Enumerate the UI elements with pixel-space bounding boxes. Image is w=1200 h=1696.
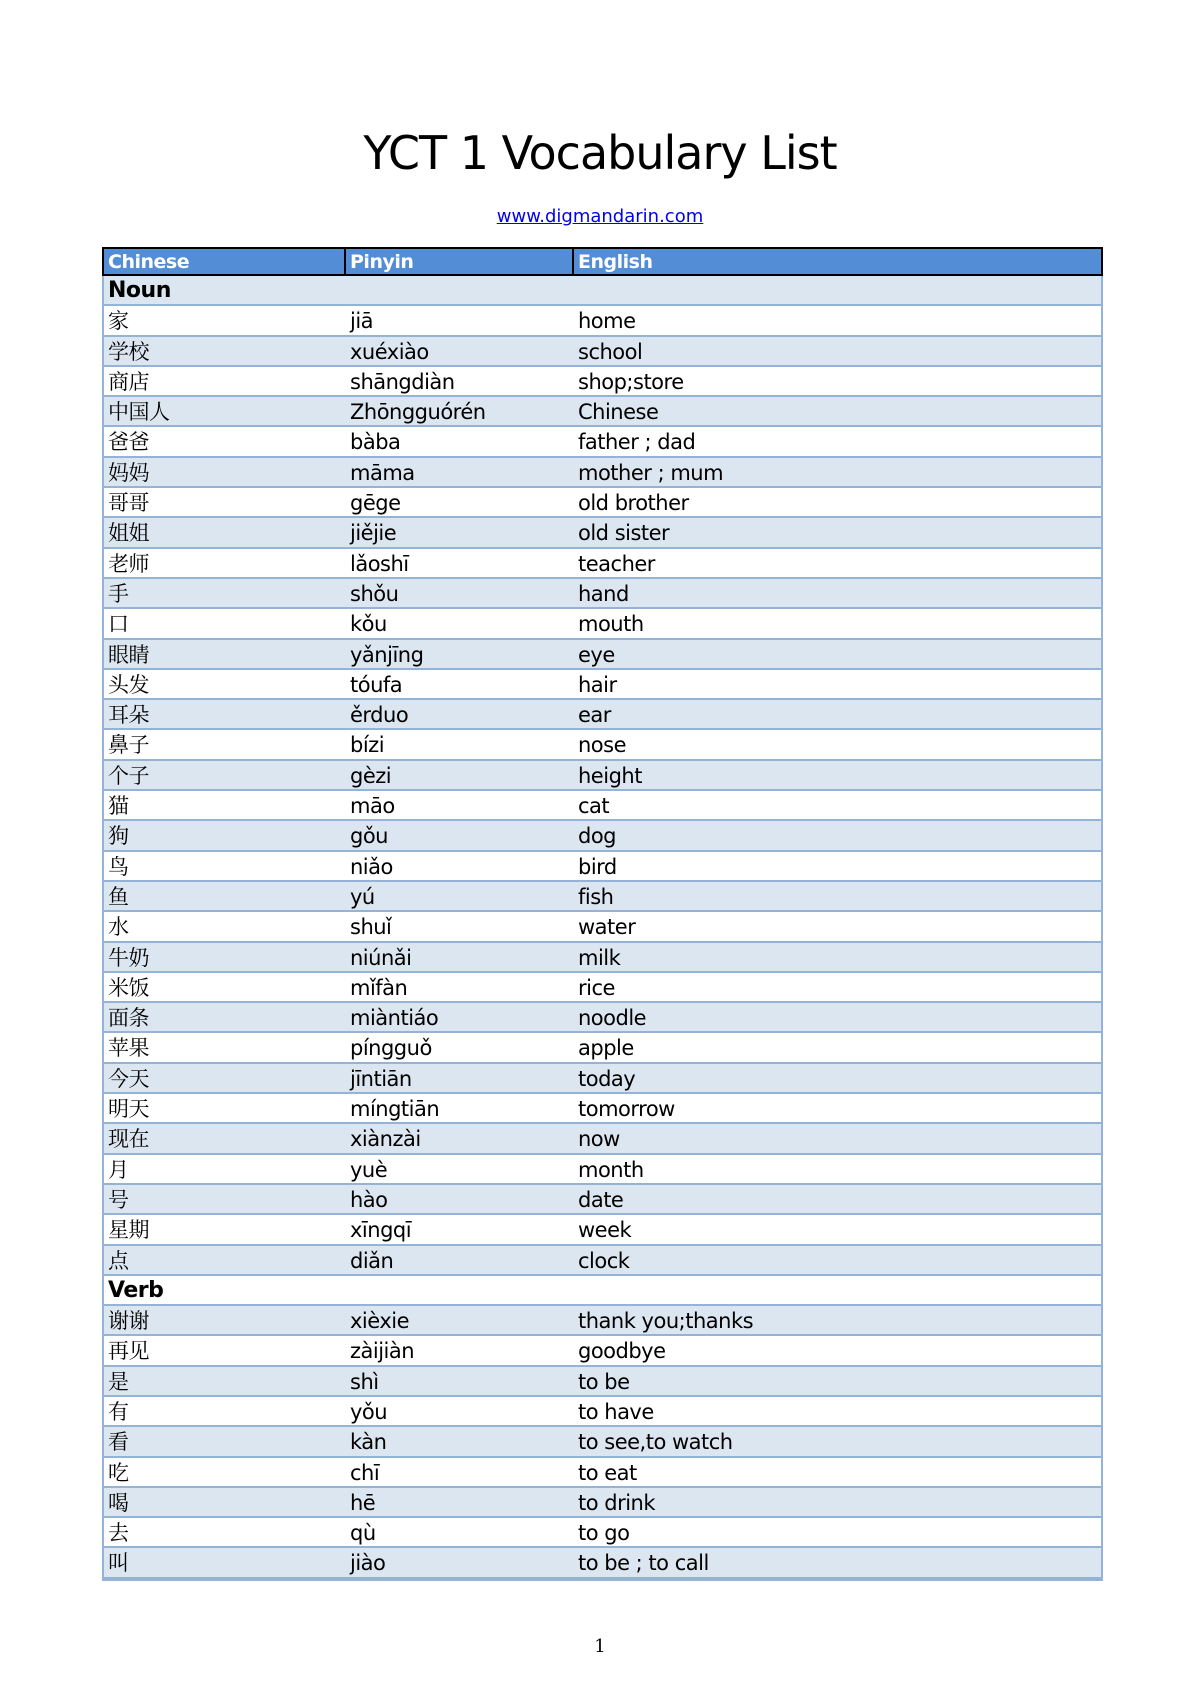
cell-pinyin: māma xyxy=(350,460,415,485)
header-pinyin: Pinyin xyxy=(346,249,574,274)
cell-pinyin: niúnǎi xyxy=(350,945,412,970)
cell-chinese: 商店 xyxy=(108,369,149,394)
cell-chinese: 水 xyxy=(108,915,129,940)
table-row xyxy=(104,549,1101,579)
cell-pinyin: jiā xyxy=(350,309,374,334)
cell-chinese: 谢谢 xyxy=(108,1309,149,1334)
cell-pinyin: niǎo xyxy=(350,854,393,879)
cell-chinese: 星期 xyxy=(108,1218,149,1243)
table-row xyxy=(104,518,1101,548)
table-row xyxy=(104,730,1101,760)
cell-english: milk xyxy=(578,945,621,970)
cell-chinese: 再见 xyxy=(108,1339,149,1364)
table-row xyxy=(104,943,1101,973)
cell-chinese: 猫 xyxy=(108,794,129,819)
cell-pinyin: jiějie xyxy=(350,521,397,546)
cell-english: eye xyxy=(578,642,615,667)
cell-chinese: 叫 xyxy=(108,1551,129,1576)
table-header-row xyxy=(102,247,1103,276)
cell-pinyin: zàijiàn xyxy=(350,1339,415,1364)
cell-english: father ; dad xyxy=(578,430,696,455)
document-title: YCT 1 Vocabulary List xyxy=(363,126,837,180)
cell-english: bird xyxy=(578,854,617,879)
cell-english: height xyxy=(578,763,642,788)
table-row xyxy=(104,427,1101,457)
header-english: English xyxy=(578,251,653,273)
cell-chinese: 鼻子 xyxy=(108,733,149,758)
cell-chinese: 爸爸 xyxy=(108,430,149,455)
cell-english: fish xyxy=(578,884,614,909)
cell-chinese: 哥哥 xyxy=(108,491,149,516)
cell-pinyin: shāngdiàn xyxy=(350,369,455,394)
cell-chinese: 看 xyxy=(108,1430,129,1455)
cell-pinyin: miàntiáo xyxy=(350,1006,439,1031)
cell-english: thank you;thanks xyxy=(578,1309,754,1334)
cell-chinese: 面条 xyxy=(108,1006,149,1031)
cell-chinese: 苹果 xyxy=(108,1036,149,1061)
cell-pinyin: ěrduo xyxy=(350,703,409,728)
cell-english: ear xyxy=(578,703,611,728)
table-row xyxy=(104,1458,1101,1488)
cell-pinyin: Zhōngguórén xyxy=(350,400,486,425)
cell-english: rice xyxy=(578,975,615,1000)
cell-chinese: 耳朵 xyxy=(108,703,149,728)
table-row xyxy=(104,1033,1101,1063)
cell-english: noodle xyxy=(578,1006,647,1031)
cell-english: mother ; mum xyxy=(578,460,724,485)
table-row xyxy=(104,1003,1101,1033)
cell-english: clock xyxy=(578,1248,630,1273)
page-number: 1 xyxy=(594,1636,606,1657)
table-row xyxy=(104,337,1101,367)
cell-english: to be xyxy=(578,1369,630,1394)
cell-chinese: 是 xyxy=(108,1369,129,1394)
cell-pinyin: mǐfàn xyxy=(350,975,408,1000)
cell-chinese: 妈妈 xyxy=(108,460,149,485)
table-row xyxy=(104,640,1101,670)
cell-pinyin: yú xyxy=(350,884,375,909)
table-row xyxy=(104,912,1101,942)
cell-english: school xyxy=(578,339,643,364)
table-row xyxy=(104,458,1101,488)
table-row xyxy=(104,1185,1101,1215)
table-row xyxy=(104,1518,1101,1548)
cell-english: to go xyxy=(578,1521,630,1546)
cell-chinese: 喝 xyxy=(108,1490,129,1515)
cell-pinyin: xiànzài xyxy=(350,1127,421,1152)
cell-pinyin: shǒu xyxy=(350,581,399,606)
cell-chinese: 明天 xyxy=(108,1097,149,1122)
cell-english: date xyxy=(578,1187,624,1212)
cell-pinyin: yǒu xyxy=(350,1399,388,1424)
table-row xyxy=(104,882,1101,912)
section-label: Verb xyxy=(108,1277,164,1303)
cell-chinese: 学校 xyxy=(108,339,149,364)
cell-pinyin: kǒu xyxy=(350,612,387,637)
cell-english: hand xyxy=(578,581,629,606)
cell-pinyin: māo xyxy=(350,794,395,819)
table-row xyxy=(104,1306,1101,1336)
table-row xyxy=(104,306,1101,336)
cell-pinyin: xuéxiào xyxy=(350,339,429,364)
cell-chinese: 鸟 xyxy=(108,854,129,879)
website-link[interactable]: www.digmandarin.com xyxy=(496,206,704,227)
table-row xyxy=(104,397,1101,427)
table-row xyxy=(104,1548,1101,1578)
cell-english: to be ; to call xyxy=(578,1551,709,1576)
cell-chinese: 现在 xyxy=(108,1127,149,1152)
table-row xyxy=(104,1246,1101,1276)
cell-english: to eat xyxy=(578,1460,637,1485)
cell-pinyin: chī xyxy=(350,1460,380,1485)
cell-english: to see,to watch xyxy=(578,1430,733,1455)
table-row xyxy=(104,1488,1101,1518)
table-row xyxy=(104,488,1101,518)
cell-pinyin: hào xyxy=(350,1187,388,1212)
cell-chinese: 头发 xyxy=(108,672,149,697)
cell-chinese: 鱼 xyxy=(108,884,129,909)
cell-chinese: 手 xyxy=(108,581,129,606)
table-row xyxy=(104,821,1101,851)
cell-pinyin: qù xyxy=(350,1521,376,1546)
cell-pinyin: xīngqī xyxy=(350,1218,412,1243)
header-chinese: Chinese xyxy=(104,249,346,274)
cell-pinyin: shì xyxy=(350,1369,379,1394)
cell-chinese: 个子 xyxy=(108,763,149,788)
cell-chinese: 月 xyxy=(108,1157,129,1182)
cell-chinese: 牛奶 xyxy=(108,945,149,970)
table-row xyxy=(104,1124,1101,1154)
cell-pinyin: bízi xyxy=(350,733,385,758)
cell-english: to drink xyxy=(578,1490,656,1515)
cell-chinese: 中国人 xyxy=(108,400,170,425)
cell-english: teacher xyxy=(578,551,655,576)
cell-pinyin: míngtiān xyxy=(350,1097,440,1122)
cell-chinese: 号 xyxy=(108,1187,129,1212)
table-row xyxy=(104,670,1101,700)
cell-english: month xyxy=(578,1157,644,1182)
section-row-verb xyxy=(104,1276,1101,1306)
table-row xyxy=(104,579,1101,609)
cell-english: cat xyxy=(578,794,610,819)
section-label: Noun xyxy=(108,278,171,303)
cell-english: now xyxy=(578,1127,620,1152)
cell-pinyin: kàn xyxy=(350,1430,387,1455)
cell-chinese: 口 xyxy=(108,612,129,637)
table-row xyxy=(104,1155,1101,1185)
cell-pinyin: diǎn xyxy=(350,1248,394,1273)
table-row xyxy=(104,1215,1101,1245)
cell-pinyin: hē xyxy=(350,1490,376,1515)
cell-english: water xyxy=(578,915,636,940)
table-row xyxy=(104,791,1101,821)
cell-pinyin: gǒu xyxy=(350,824,388,849)
cell-english: today xyxy=(578,1066,636,1091)
cell-pinyin: tóufa xyxy=(350,672,403,697)
table-row xyxy=(104,1367,1101,1397)
cell-pinyin: shuǐ xyxy=(350,915,392,940)
cell-chinese: 家 xyxy=(108,309,129,334)
table-row xyxy=(104,609,1101,639)
cell-english: goodbye xyxy=(578,1339,666,1364)
cell-pinyin: yuè xyxy=(350,1157,388,1182)
cell-english: Chinese xyxy=(578,400,659,425)
table-row xyxy=(104,1064,1101,1094)
cell-chinese: 今天 xyxy=(108,1066,149,1091)
cell-english: mouth xyxy=(578,612,644,637)
cell-chinese: 吃 xyxy=(108,1460,129,1485)
table-row xyxy=(104,1427,1101,1457)
table-row xyxy=(104,973,1101,1003)
cell-pinyin: lǎoshī xyxy=(350,551,409,576)
cell-chinese: 米饭 xyxy=(108,975,149,1000)
cell-pinyin: gēge xyxy=(350,491,401,516)
cell-english: shop;store xyxy=(578,369,684,394)
cell-pinyin: jīntiān xyxy=(350,1066,412,1091)
cell-chinese: 点 xyxy=(108,1248,129,1273)
section-row-noun xyxy=(104,276,1101,306)
cell-chinese: 狗 xyxy=(108,824,129,849)
cell-chinese: 有 xyxy=(108,1399,129,1424)
cell-pinyin: gèzi xyxy=(350,763,392,788)
cell-english: dog xyxy=(578,824,617,849)
cell-english: week xyxy=(578,1218,632,1243)
table-row xyxy=(104,761,1101,791)
cell-english: old sister xyxy=(578,521,670,546)
cell-english: tomorrow xyxy=(578,1097,675,1122)
table-row xyxy=(104,1336,1101,1366)
cell-chinese: 眼睛 xyxy=(108,642,149,667)
cell-english: nose xyxy=(578,733,627,758)
vocabulary-table xyxy=(102,247,1103,1581)
cell-chinese: 老师 xyxy=(108,551,149,576)
table-row xyxy=(104,367,1101,397)
cell-english: old brother xyxy=(578,491,689,516)
cell-pinyin: jiào xyxy=(350,1551,386,1576)
table-row xyxy=(104,1094,1101,1124)
table-row xyxy=(104,700,1101,730)
cell-pinyin: xièxie xyxy=(350,1309,409,1334)
cell-chinese: 姐姐 xyxy=(108,521,149,546)
cell-pinyin: bàba xyxy=(350,430,401,455)
table-row xyxy=(104,852,1101,882)
cell-pinyin: píngguǒ xyxy=(350,1036,432,1061)
cell-pinyin: yǎnjīng xyxy=(350,642,424,667)
cell-english: hair xyxy=(578,672,617,697)
cell-english: to have xyxy=(578,1399,654,1424)
cell-english: apple xyxy=(578,1036,634,1061)
table-row xyxy=(104,1397,1101,1427)
cell-english: home xyxy=(578,309,636,334)
cell-chinese: 去 xyxy=(108,1521,129,1546)
